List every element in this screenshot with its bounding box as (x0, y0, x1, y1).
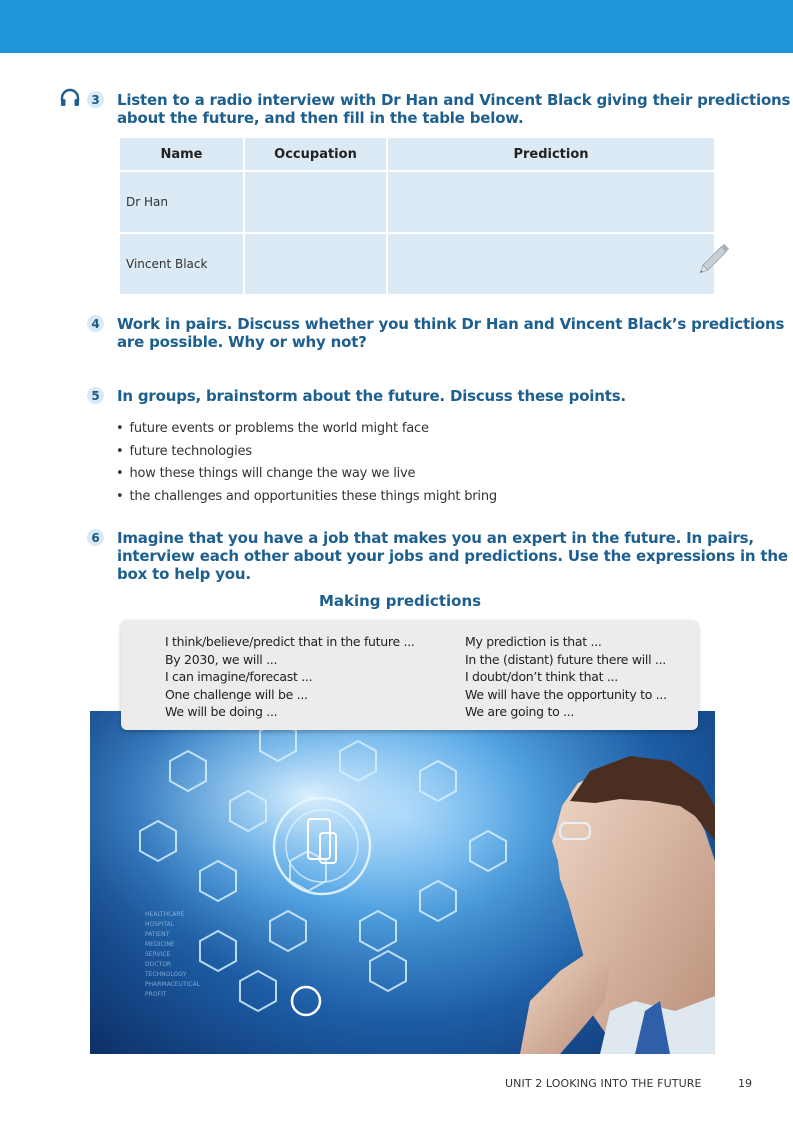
list-item: • the challenges and opportunities these things might bring (116, 486, 497, 509)
photo-word: DOCTOR (145, 961, 172, 968)
pencil-icon (697, 238, 735, 276)
photo-word: MEDICINE (145, 941, 175, 948)
photo-word: PATIENT (145, 931, 170, 938)
exercise-4-instruction (117, 315, 784, 351)
column-header: Prediction (388, 138, 714, 172)
instruction-line: about the future, and then fill in the table below. (117, 109, 524, 127)
photo-word: HOSPITAL (145, 921, 175, 928)
expression: I doubt/don’t think that ... (465, 669, 618, 684)
exercise-number: 6 (87, 529, 104, 546)
expression: In the (distant) future there will ... (465, 651, 666, 667)
instruction-line: box to help you. (117, 565, 251, 583)
name-cell: Vincent Black (120, 234, 245, 294)
name-cell: Dr Han (120, 172, 245, 234)
page-number: 19 (738, 1077, 752, 1090)
expression: I think/believe/predict that in the future ... (165, 634, 415, 649)
expressions-right-column (465, 633, 667, 721)
prediction-table (120, 138, 714, 294)
exercise-number: 3 (87, 91, 104, 108)
instruction-line: are possible. Why or why not? (117, 333, 367, 351)
photo-word: TECHNOLOGY (145, 971, 187, 978)
expression: We will be doing ... (165, 704, 278, 719)
list-item: • future events or problems the world might face (116, 418, 497, 441)
photo-word: SERVICE (145, 951, 171, 958)
photo-word: HEALTHCARE (145, 911, 185, 918)
exercise-6-instruction (117, 529, 788, 583)
photo-word: PHARMACEUTICAL (145, 981, 201, 988)
expressions-box (121, 620, 698, 730)
table-row (120, 234, 714, 294)
expression: By 2030, we will ... (165, 651, 278, 667)
column-header: Occupation (245, 138, 388, 172)
list-item: • future technologies (116, 441, 497, 464)
table-header-row (120, 138, 714, 172)
discussion-points-list (116, 418, 497, 508)
exercise-3-instruction (117, 91, 790, 127)
photo-word: PROFIT (145, 991, 167, 998)
occupation-cell[interactable] (245, 172, 388, 234)
instruction-line: interview each other about your jobs and predictions. Use the expressions in the (117, 547, 788, 565)
expression: My prediction is that ... (465, 634, 602, 649)
running-footer: UNIT 2 LOOKING INTO THE FUTURE (505, 1077, 702, 1090)
expression: I can imagine/forecast ... (165, 669, 313, 684)
list-item: • how these things will change the way we live (116, 463, 497, 486)
exercise-number: 5 (87, 387, 104, 404)
prediction-cell[interactable] (388, 172, 714, 234)
header-band (0, 0, 793, 53)
instruction-line: Imagine that you have a job that makes you an expert in the future. In pairs, (117, 529, 754, 547)
photo-illustration (90, 711, 715, 1054)
expressions-box-title: Making predictions (318, 592, 482, 610)
expression: We will have the opportunity to ... (465, 686, 667, 702)
future-technology-photo (90, 711, 715, 1054)
instruction-line: Work in pairs. Discuss whether you think Dr Han and Vincent Black’s predictions (117, 315, 785, 333)
headphone-icon (60, 88, 80, 106)
table-row (120, 172, 714, 234)
expression: We are going to ... (465, 704, 575, 719)
instruction-line: Listen to a radio interview with Dr Han and Vincent Black giving their predictions (117, 91, 791, 109)
prediction-cell[interactable] (388, 234, 714, 294)
expressions-left-column (165, 633, 415, 721)
exercise-number: 4 (87, 315, 104, 332)
expression: One challenge will be ... (165, 686, 308, 702)
exercise-5-instruction: In groups, brainstorm about the future. Discuss these points. (117, 387, 626, 405)
column-header: Name (120, 138, 245, 172)
occupation-cell[interactable] (245, 234, 388, 294)
